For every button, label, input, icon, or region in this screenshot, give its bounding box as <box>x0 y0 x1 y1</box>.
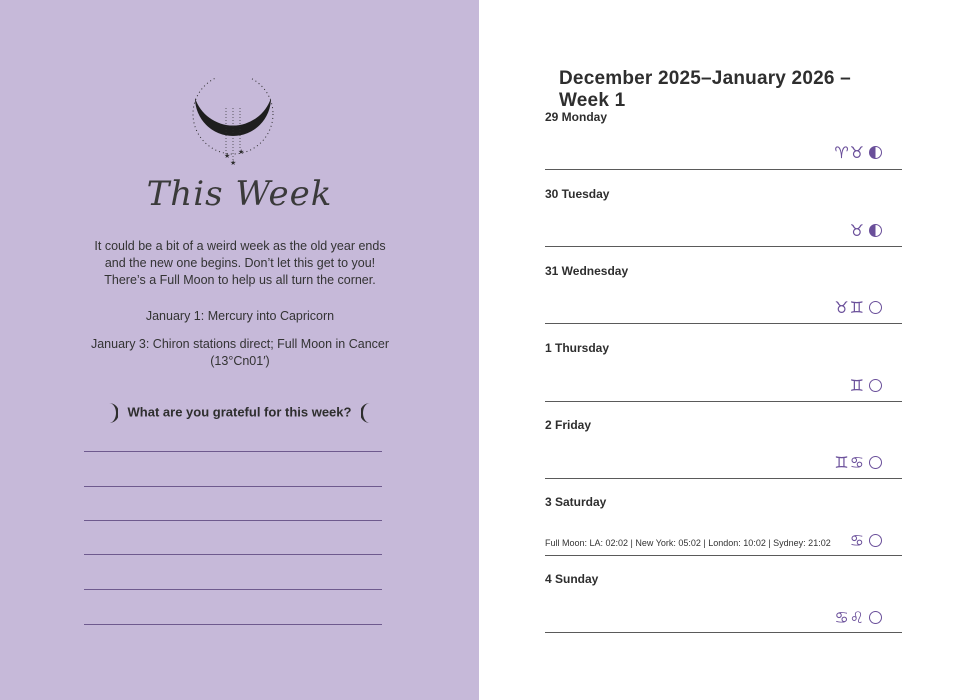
zodiac-glyph-icon: ♉♊ <box>834 298 865 317</box>
moon-phase-icon <box>869 301 882 314</box>
crescent-moon-icon <box>188 78 278 168</box>
grateful-prompt-text: What are you grateful for this week? <box>127 404 352 420</box>
zodiac-glyph-icon: ♈♉ <box>834 143 865 162</box>
zodiac-signs <box>834 453 882 472</box>
day-label: 2 Friday <box>545 418 592 432</box>
zodiac-glyph-icon: ♊♋ <box>834 453 865 472</box>
svg-text:★: ★ <box>224 153 231 160</box>
zodiac-signs <box>850 531 882 550</box>
zodiac-glyph-icon: ♉ <box>849 221 865 240</box>
this-week-title: This Week <box>146 174 333 214</box>
day-label: 30 Tuesday <box>545 187 610 201</box>
week-title: December 2025–January 2026 – Week 1 <box>559 68 851 111</box>
zodiac-signs <box>834 143 882 162</box>
event-item: January 1: Mercury into Capricorn <box>145 309 335 323</box>
svg-text:★: ★ <box>230 160 237 167</box>
zodiac-signs <box>850 221 882 240</box>
day-writing-line[interactable] <box>545 632 902 633</box>
zodiac-signs <box>834 298 882 317</box>
zodiac-signs <box>834 608 882 627</box>
writing-line[interactable] <box>84 451 382 452</box>
crescent-left-icon <box>106 403 118 423</box>
day-writing-line[interactable] <box>545 478 902 479</box>
full-moon-times-note: Full Moon: LA: 02:02 | New York: 05:02 | London: 10:02 | Sydney: 21:02 <box>545 538 831 548</box>
moon-phase-icon <box>869 146 882 159</box>
day-writing-line[interactable] <box>545 246 902 247</box>
moon-phase-icon <box>869 611 882 624</box>
writing-line[interactable] <box>84 624 382 625</box>
zodiac-signs <box>850 376 882 395</box>
day-label: 29 Monday <box>545 110 608 124</box>
day-writing-line[interactable] <box>545 169 902 170</box>
moon-phase-icon <box>869 456 882 469</box>
writing-line[interactable] <box>84 554 382 555</box>
svg-text:★: ★ <box>238 149 245 156</box>
moon-phase-icon <box>869 379 882 392</box>
writing-line[interactable] <box>84 520 382 521</box>
week-intro-text: It could be a bit of a weird week as the old year ends and the new one begins. Don’t let this get to you! There’s a Full Moon to help us all turn the corner. <box>94 239 386 287</box>
day-writing-line[interactable] <box>545 401 902 402</box>
crescent-right-icon <box>361 403 373 423</box>
day-writing-line[interactable] <box>545 323 902 324</box>
day-label: 3 Saturday <box>545 495 607 509</box>
day-writing-line[interactable] <box>545 555 902 556</box>
writing-line[interactable] <box>84 589 382 590</box>
writing-line[interactable] <box>84 486 382 487</box>
grateful-prompt <box>0 403 479 423</box>
day-label: 1 Thursday <box>545 341 610 355</box>
zodiac-glyph-icon: ♊ <box>849 376 865 395</box>
moon-phase-icon <box>869 534 882 547</box>
moon-phase-icon <box>869 224 882 237</box>
day-label: 31 Wednesday <box>545 264 629 278</box>
day-label: 4 Sunday <box>545 572 599 586</box>
zodiac-glyph-icon: ♋ <box>849 531 865 550</box>
event-item: January 3: Chiron stations direct; Full Moon in Cancer (13°Cn01′) <box>90 337 390 368</box>
zodiac-glyph-icon: ♋♌ <box>834 608 865 627</box>
